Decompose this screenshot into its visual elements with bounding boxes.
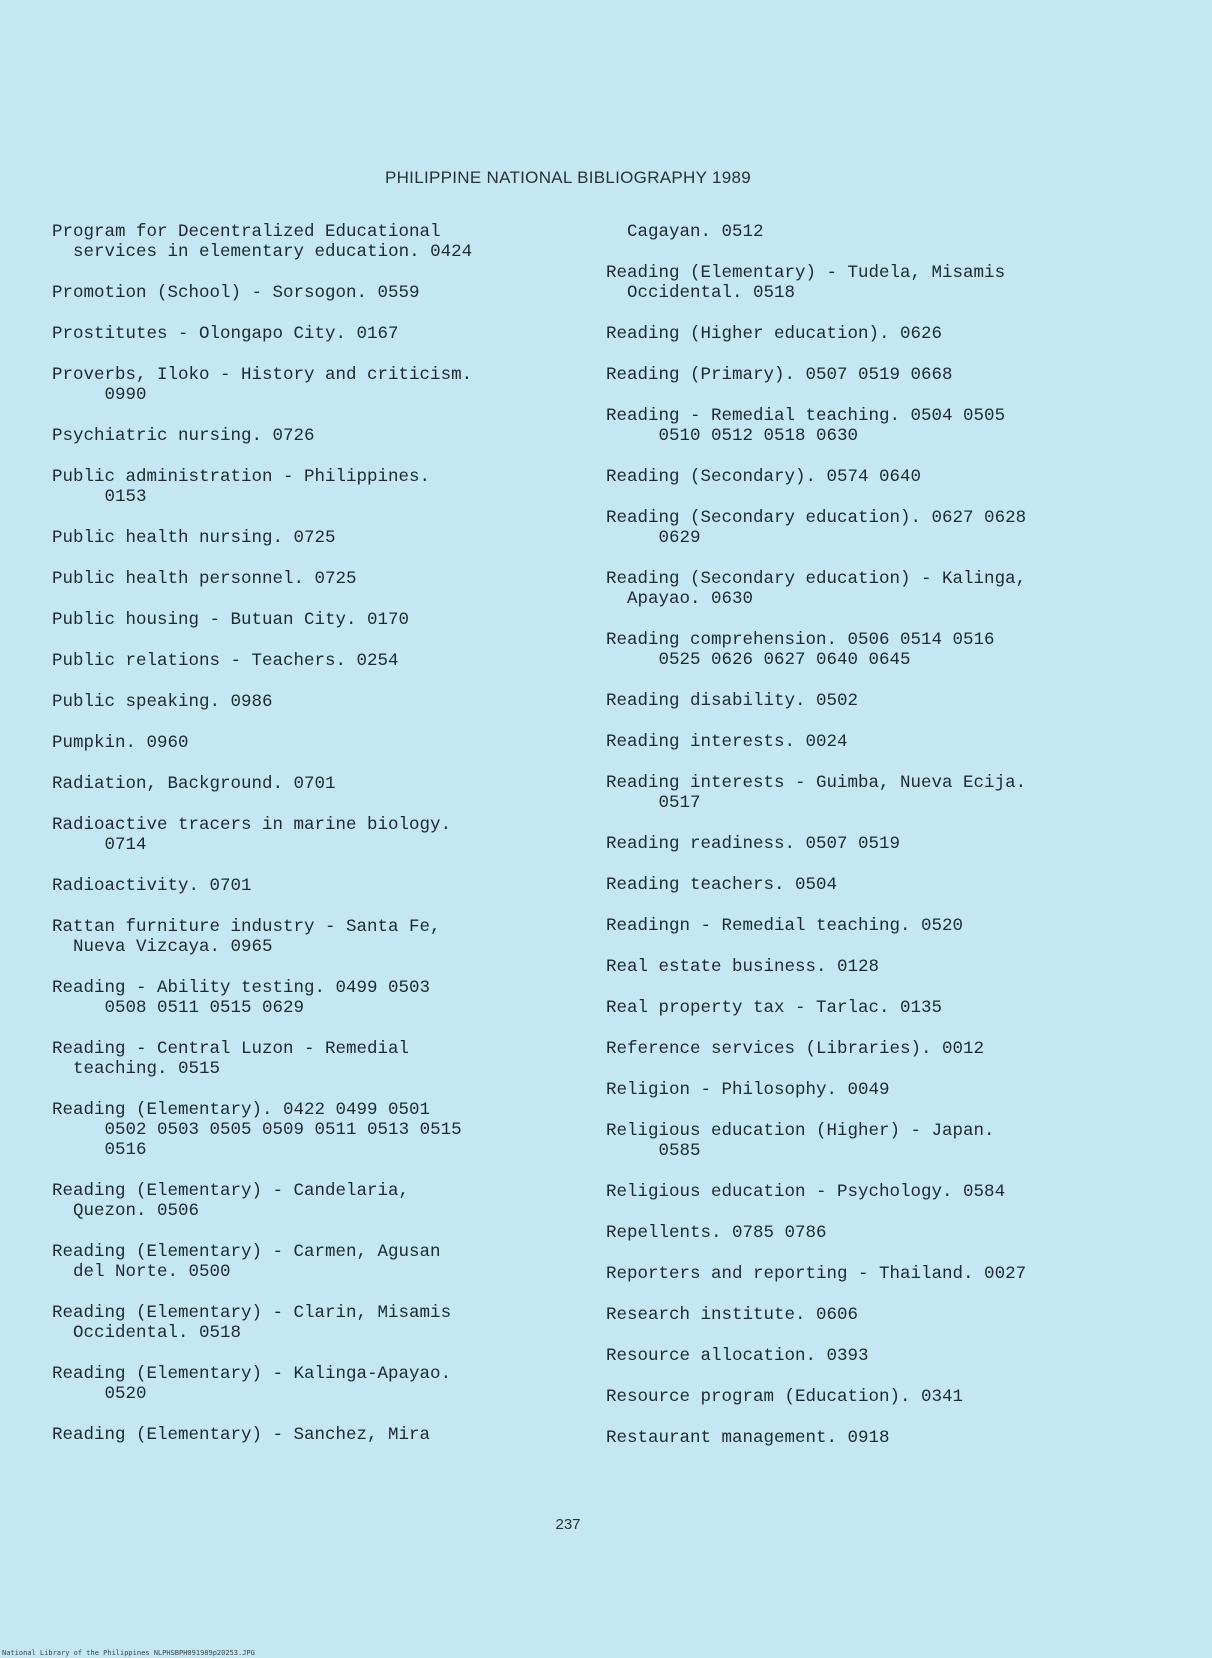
index-entry: Radiation, Background. 0701 bbox=[52, 774, 336, 794]
index-entry: Religious education - Psychology. 0584 bbox=[606, 1182, 1006, 1202]
index-entry: Reading interests - Guimba, Nueva Ecija. 0517 bbox=[606, 773, 1027, 813]
index-entry: Reading comprehension. 0506 0514 0516 0525 0626 0627 0640 0645 bbox=[606, 630, 995, 670]
index-entry: Reporters and reporting - Thailand. 0027 bbox=[606, 1264, 1027, 1284]
index-entry: Promotion (School) - Sorsogon. 0559 bbox=[52, 283, 420, 303]
index-entry: Research institute. 0606 bbox=[606, 1305, 859, 1325]
index-entry: Public administration - Philippines. 0153 bbox=[52, 467, 431, 507]
index-entry: Reading (Elementary) - Kalinga-Apayao. 0520 bbox=[52, 1364, 452, 1404]
page-number: 237 bbox=[555, 1516, 581, 1533]
index-entry: Public health nursing. 0725 bbox=[52, 528, 336, 548]
index-entry: Restaurant management. 0918 bbox=[606, 1428, 890, 1448]
index-entry: Religion - Philosophy. 0049 bbox=[606, 1080, 890, 1100]
index-entry: Radioactive tracers in marine biology. 0714 bbox=[52, 815, 452, 855]
scan-credit: National Library of the Philippines NLPHSBPH091989p20253.JPG bbox=[2, 1649, 255, 1657]
right-index-column bbox=[606, 222, 1126, 1469]
index-entry: Resource allocation. 0393 bbox=[606, 1346, 869, 1366]
index-entry: Reading - Ability testing. 0499 0503 0508 0511 0515 0629 bbox=[52, 978, 431, 1018]
index-entry: Reading disability. 0502 bbox=[606, 691, 859, 711]
index-entry: Reading (Secondary education) - Kalinga, Apayao. 0630 bbox=[606, 569, 1027, 609]
index-entry: Reading - Remedial teaching. 0504 0505 0510 0512 0518 0630 bbox=[606, 406, 1006, 446]
index-entry: Cagayan. 0512 bbox=[606, 222, 764, 242]
index-entry: Reading - Central Luzon - Remedial teaching. 0515 bbox=[52, 1039, 410, 1079]
index-entry: Pumpkin. 0960 bbox=[52, 733, 189, 753]
index-entry: Readingn - Remedial teaching. 0520 bbox=[606, 916, 964, 936]
index-entry: Public health personnel. 0725 bbox=[52, 569, 357, 589]
left-index-column bbox=[52, 222, 572, 1466]
index-entry: Proverbs, Iloko - History and criticism. 0990 bbox=[52, 365, 473, 405]
index-entry: Program for Decentralized Educational services in elementary education. 0424 bbox=[52, 222, 473, 262]
index-entry: Reading readiness. 0507 0519 bbox=[606, 834, 901, 854]
index-entry: Psychiatric nursing. 0726 bbox=[52, 426, 315, 446]
index-entry: Prostitutes - Olongapo City. 0167 bbox=[52, 324, 399, 344]
index-entry: Reading (Elementary) - Candelaria, Quezon. 0506 bbox=[52, 1181, 410, 1221]
index-entry: Public speaking. 0986 bbox=[52, 692, 273, 712]
index-entry: Real property tax - Tarlac. 0135 bbox=[606, 998, 943, 1018]
index-entry: Reference services (Libraries). 0012 bbox=[606, 1039, 985, 1059]
index-entry: Resource program (Education). 0341 bbox=[606, 1387, 964, 1407]
index-entry: Reading (Elementary) - Carmen, Agusan del Norte. 0500 bbox=[52, 1242, 441, 1282]
index-entry: Real estate business. 0128 bbox=[606, 957, 880, 977]
index-entry: Religious education (Higher) - Japan. 0585 bbox=[606, 1121, 995, 1161]
page-title: PHILIPPINE NATIONAL BIBLIOGRAPHY 1989 bbox=[384, 168, 752, 187]
index-entry: Public relations - Teachers. 0254 bbox=[52, 651, 399, 671]
index-entry: Reading (Secondary). 0574 0640 bbox=[606, 467, 922, 487]
index-entry: Reading (Elementary) - Clarin, Misamis Occidental. 0518 bbox=[52, 1303, 452, 1343]
index-entry: Reading (Primary). 0507 0519 0668 bbox=[606, 365, 953, 385]
index-entry: Reading (Elementary) - Tudela, Misamis Occidental. 0518 bbox=[606, 263, 1006, 303]
index-entry: Reading (Elementary) - Sanchez, Mira bbox=[52, 1425, 431, 1445]
index-entry: Reading (Elementary). 0422 0499 0501 0502 0503 0505 0509 0511 0513 0515 0516 bbox=[52, 1100, 462, 1160]
index-entry: Reading (Secondary education). 0627 0628 0629 bbox=[606, 508, 1027, 548]
index-entry: Reading teachers. 0504 bbox=[606, 875, 838, 895]
index-entry: Repellents. 0785 0786 bbox=[606, 1223, 827, 1243]
index-entry: Public housing - Butuan City. 0170 bbox=[52, 610, 410, 630]
index-entry: Rattan furniture industry - Santa Fe, Nueva Vizcaya. 0965 bbox=[52, 917, 441, 957]
index-entry: Reading (Higher education). 0626 bbox=[606, 324, 943, 344]
index-entry: Radioactivity. 0701 bbox=[52, 876, 252, 896]
index-entry: Reading interests. 0024 bbox=[606, 732, 848, 752]
